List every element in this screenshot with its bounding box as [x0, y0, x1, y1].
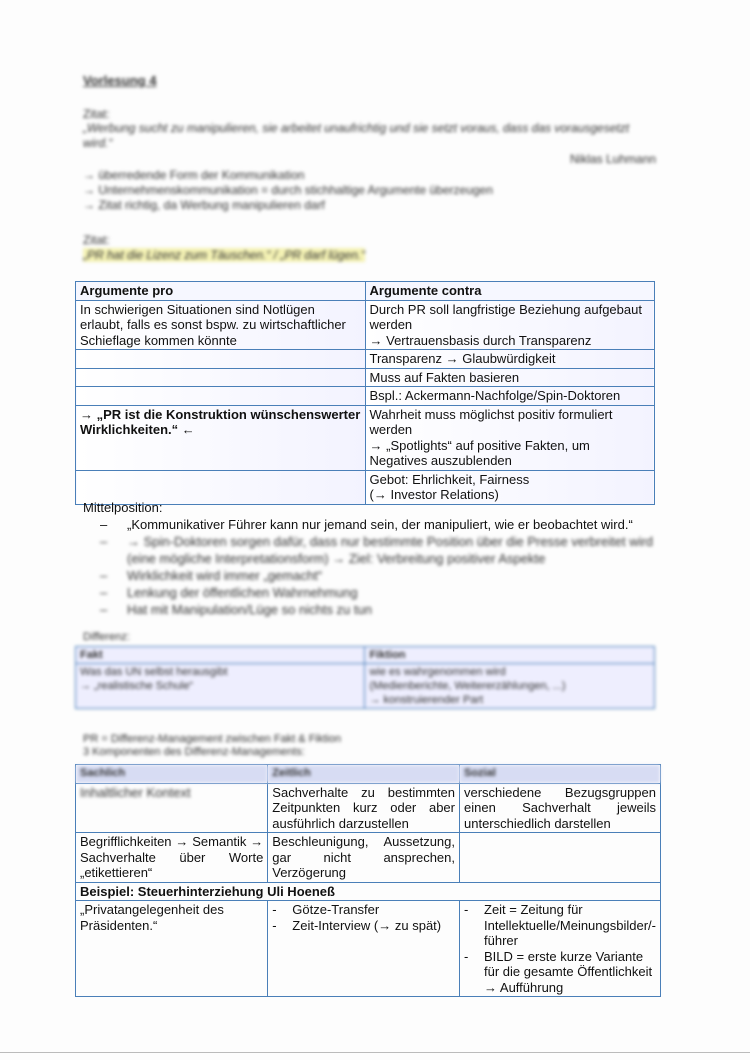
list-item-text: Zeit = Zeitung für Intellektuelle/Meinungsbilder/-führer	[484, 902, 656, 948]
difference-table	[75, 646, 655, 709]
quote1-text: „Werbung sucht zu manipulieren, sie arbeitet unaufrichtig und sie setzt voraus, dass das vorausgesetzt wird.“	[83, 121, 630, 150]
contra-cell: Bspl.: Ackermann-Nachfolge/Spin-Doktoren	[365, 387, 654, 406]
quote2-label: Zitat:	[83, 233, 110, 247]
table-row	[76, 882, 661, 901]
zeitlich-cell	[268, 901, 460, 997]
list-item-text: Lenkung der öffentlichen Wahrnehmung	[127, 585, 358, 600]
arrow-points	[83, 168, 493, 213]
list-item-text: → Spin-Doktoren sorgen dafür, dass nur bestimmte Position über die Presse verbreitet wird (eine mögliche Interpretationsform) → Ziel: Verbreitung positiver Aspekte	[127, 534, 654, 566]
example-header: Beispiel: Steuerhinterziehung Uli Hoeneß	[76, 882, 661, 901]
list-item	[100, 601, 670, 618]
list-item	[464, 902, 656, 949]
dash-bullet: –	[100, 585, 108, 600]
list-item-text: „Kommunikativer Führer kann nur jemand sein, der manipuliert, wie er beobachtet wird.“	[127, 517, 633, 532]
header-pro: Argumente pro	[76, 282, 366, 301]
header-fakt: Fakt	[76, 647, 365, 664]
pro-cell	[76, 350, 366, 369]
pr-definition	[83, 733, 341, 759]
arguments-table	[75, 281, 655, 505]
header-sachlich: Sachlich	[76, 765, 268, 784]
list-item	[100, 516, 670, 533]
middle-position-label: Mittelposition:	[83, 500, 163, 515]
list-item-text: Hat mit Manipulation/Lüge so nichts zu tun	[127, 602, 372, 617]
list-item	[272, 918, 455, 934]
sozial-cell	[460, 833, 661, 883]
dash-bullet: -	[272, 902, 277, 917]
arrow-point: → Zitat richtig, da Werbung manipulieren darf	[83, 198, 325, 212]
pro-cell	[76, 368, 366, 387]
lecture-title: Vorlesung 4	[83, 73, 157, 88]
contra-cell: Transparenz → Glaubwürdigkeit	[365, 350, 654, 369]
zeitlich-cell: Beschleunigung, Aussetzung, gar nicht ansprechen, Verzögerung	[268, 833, 460, 883]
table-row	[76, 405, 655, 470]
middle-position-list	[100, 516, 670, 618]
sozial-cell	[460, 901, 661, 997]
list-item	[100, 584, 670, 601]
pr-definition-line: 3 Komponenten des Differenz-Managements:	[83, 746, 305, 758]
list-item	[272, 902, 455, 918]
header-fiktion: Fiktion	[365, 647, 655, 664]
sachlich-cell: Begrifflichkeiten → Semantik → Sachverhalte über Worte „etikettieren“	[76, 833, 268, 883]
zeitlich-list	[272, 902, 455, 933]
pro-cell: → „PR ist die Konstruktion wünschenswerter Wirklichkeiten.“ ←	[76, 405, 366, 470]
scan-edge-divider	[0, 1052, 750, 1053]
dash-bullet: –	[100, 602, 108, 617]
sozial-list	[464, 902, 656, 995]
quote1-author: Niklas Luhmann	[570, 152, 657, 166]
sachlich-cell: „Privatangelegenheit des Präsidenten.“	[76, 901, 268, 997]
quote2-text: „PR hat die Lizenz zum Täuschen.“ / „PR darf lügen.“	[83, 248, 366, 262]
contra-cell	[365, 300, 654, 350]
list-item	[100, 567, 670, 584]
header-zeitlich: Zeitlich	[268, 765, 460, 784]
header-sozial: Sozial	[460, 765, 661, 784]
list-item-text: Wirklichkeit wird immer „gemacht“	[127, 568, 323, 583]
fiktion-cell	[365, 664, 655, 709]
list-item	[100, 533, 670, 567]
contra-text: Gebot: Ehrlichkeit, Fairness (→ Investor Relations)	[369, 471, 530, 502]
contra-cell	[365, 470, 654, 504]
table-row	[76, 833, 661, 883]
arrow-point: → überredende Form der Kommunikation	[83, 168, 305, 182]
table-row	[76, 300, 655, 350]
list-item-text: BILD = erste kurze Variante für die gesamte Öffentlichkeit → Aufführung	[484, 948, 653, 995]
list-item	[464, 949, 656, 996]
pro-cell	[76, 387, 366, 406]
dash-bullet: –	[100, 568, 108, 583]
sachlich-cell: Inhaltlicher Kontext	[76, 783, 268, 833]
arrow-point: → Unternehmenskommunikation = durch stichhaltige Argumente überzeugen	[83, 183, 493, 197]
pro-cell: In schwierigen Situationen sind Notlügen erlaubt, falls es sonst bspw. zu wirtschaftlicher Schieflage kommen könnte	[76, 300, 366, 350]
table-header-row	[76, 647, 655, 664]
pr-definition-line: PR = Differenz-Management zwischen Fakt & Fiktion	[83, 733, 342, 745]
table-row	[76, 783, 661, 833]
dash-bullet: -	[464, 902, 469, 917]
pro-cell	[76, 470, 366, 504]
components-table	[75, 764, 661, 997]
sozial-cell: verschiedene Bezugsgruppen einen Sachverhalt jeweils unterschiedlich darstellen	[460, 783, 661, 833]
contra-text: Durch PR soll langfristige Beziehung aufgebaut werden → Vertrauensbasis durch Transparenz	[369, 301, 642, 348]
table-row	[76, 350, 655, 369]
table-row	[76, 901, 661, 997]
table-row	[76, 368, 655, 387]
table-row	[76, 470, 655, 504]
table-header-row	[76, 282, 655, 301]
fakt-text: Was das UN selbst herausgibt → „realistische Schule“	[80, 666, 228, 692]
fiktion-text: wie es wahrgenommen wird (Medienberichte, Weitererzählungen, ...) → konstruierender Part	[369, 666, 566, 706]
contra-cell: Muss auf Fakten basieren	[365, 368, 654, 387]
difference-label: Differenz:	[83, 631, 130, 643]
dash-bullet: –	[100, 517, 108, 532]
contra-cell	[365, 405, 654, 470]
fakt-cell	[76, 664, 365, 709]
zeitlich-cell: Sachverhalte zu bestimmten Zeitpunkten kurz oder aber ausführlich darzustellen	[268, 783, 460, 833]
contra-text: Wahrheit muss möglichst positiv formuliert werden → „Spotlights“ auf positive Fakten, um Negatives auszublenden	[369, 406, 613, 468]
dash-bullet: -	[464, 948, 469, 964]
quote1-label: Zitat:	[83, 107, 110, 121]
table-row	[76, 387, 655, 406]
dash-bullet: –	[100, 534, 108, 549]
dash-bullet: -	[272, 917, 277, 933]
header-contra: Argumente contra	[365, 282, 654, 301]
list-item-text: Götze-Transfer	[292, 902, 380, 917]
table-header-row	[76, 765, 661, 784]
list-item-text: Zeit-Interview (→ zu spät)	[292, 917, 442, 933]
table-row	[76, 664, 655, 709]
